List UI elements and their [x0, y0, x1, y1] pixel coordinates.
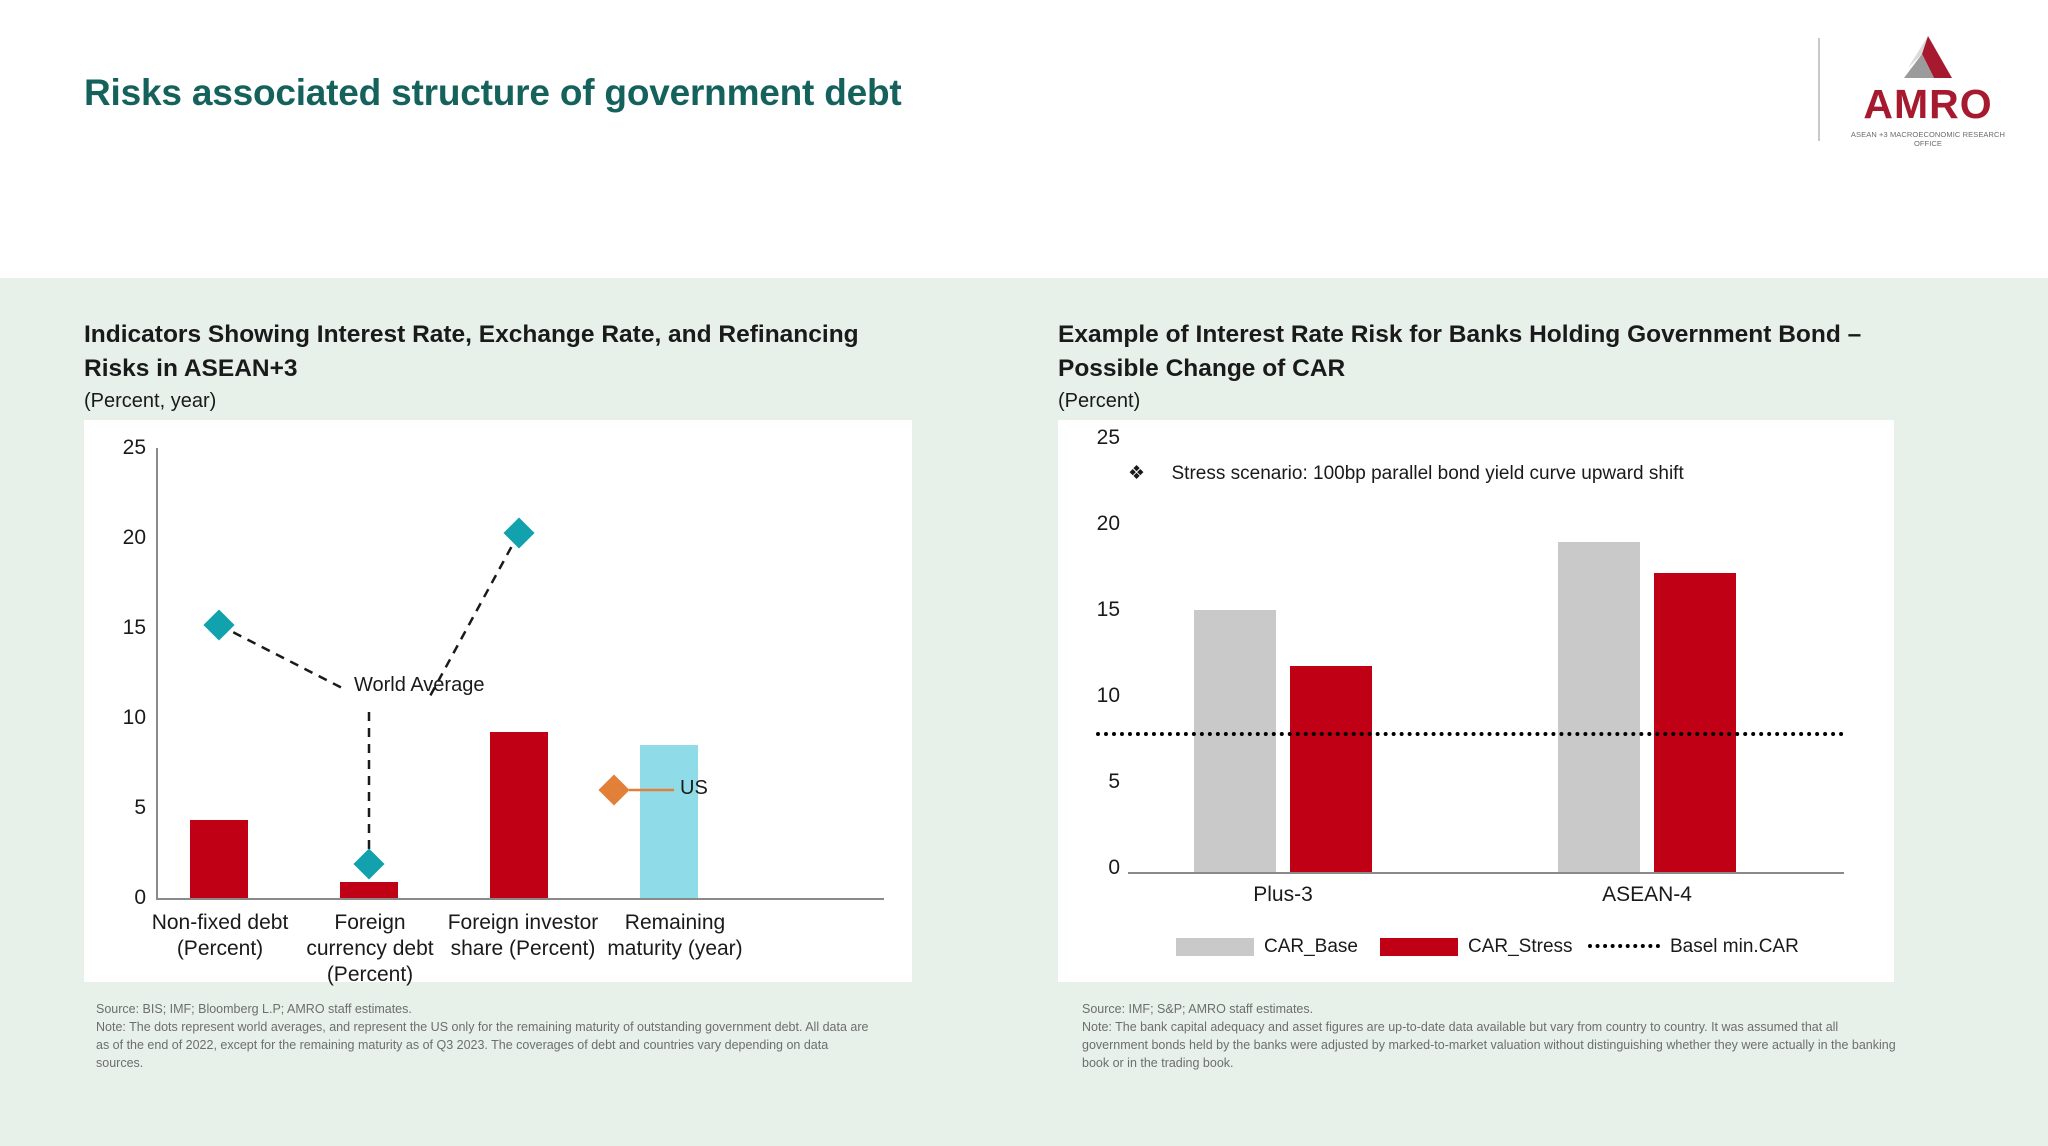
left-connector-lines [84, 420, 912, 982]
stress-scenario-callout [1128, 462, 1828, 485]
right-x-axis [1128, 872, 1844, 874]
left-panel-header [84, 318, 924, 413]
right-chart-card [1058, 420, 1894, 982]
left-cat-label-3 [442, 910, 604, 962]
bar-asean4-car-stress [1654, 573, 1736, 872]
left-ytick-5: 5 [134, 796, 146, 819]
left-cat-label-2-line1: Foreign [334, 911, 406, 934]
logo-divider [1818, 38, 1820, 141]
right-ytick-25: 25 [1096, 426, 1120, 449]
left-cat-label-1 [146, 910, 294, 962]
left-ytick-10: 10 [122, 706, 146, 729]
left-cat-label-2 [296, 910, 444, 988]
left-cat-label-2-line2: currency debt [306, 937, 434, 960]
bar-asean4-car-base [1558, 542, 1640, 872]
left-panel-unit: (Percent, year) [84, 390, 217, 412]
right-ytick-0: 0 [1108, 856, 1120, 879]
legend-swatch-car-base [1176, 938, 1254, 956]
amro-logo [1848, 34, 2008, 148]
amro-logo-subtitle: ASEAN +3 MACROECONOMIC RESEARCH OFFICE [1850, 130, 2006, 148]
left-chart-card [84, 420, 912, 986]
amro-logo-wordmark: AMRO [1863, 81, 1993, 127]
right-panel-title: Example of Interest Rate Risk for Banks Holding Government Bond – Possible Change of CAR [1058, 321, 1862, 382]
legend-label-car-base: CAR_Base [1264, 936, 1358, 957]
left-cat-label-4 [596, 910, 754, 962]
annotation-us: US [680, 777, 708, 799]
left-source: Source: BIS; IMF; Bloomberg L.P; AMRO staff estimates. [96, 1002, 412, 1016]
right-source-note [1082, 1000, 1902, 1072]
right-panel-header [1058, 318, 1918, 413]
right-note-text: Note: The bank capital adequacy and asset figures are up-to-date data available but vary from country to country. It was assumed that all government bonds held by the banks were adjusted by marked-to-market valuation without distinguishing whether they were actually in the banking book or in the trading book. [1082, 1020, 1896, 1070]
bar-plus3-car-base [1194, 610, 1276, 872]
basel-min-car-reference-line [1096, 732, 1844, 736]
right-ytick-5: 5 [1108, 770, 1120, 793]
left-cat-label-4-line1: Remaining [624, 911, 726, 934]
left-note-text: Note: The dots represent world averages, and represent the US only for the remaining maturity of outstanding government debt. All data are as of the end of 2022, except for the remaining maturity as of Q3 2023. The coverages of debt and countries vary depending on data sources. [96, 1020, 869, 1070]
left-cat-label-2-line3: (Percent) [326, 963, 414, 986]
left-cat-label-1-line2: (Percent) [176, 937, 264, 960]
left-cat-label-3-line1: Foreign investor [447, 911, 599, 934]
left-cat-label-4-line2: maturity (year) [607, 937, 743, 960]
right-source: Source: IMF; S&P; AMRO staff estimates. [1082, 1002, 1314, 1016]
right-ytick-10: 10 [1096, 684, 1120, 707]
diamond-bullet-icon: ❖ [1128, 463, 1146, 484]
right-panel-unit: (Percent) [1058, 390, 1141, 412]
legend-swatch-basel-min-car [1588, 944, 1660, 948]
right-cat-label-plus3: Plus-3 [1253, 883, 1313, 906]
legend-label-car-stress: CAR_Stress [1468, 936, 1573, 957]
stress-scenario-text: Stress scenario: 100bp parallel bond yield curve upward shift [1171, 463, 1684, 484]
right-ytick-15: 15 [1096, 598, 1120, 621]
amro-logo-mark [1878, 34, 1978, 80]
right-cat-label-asean4: ASEAN-4 [1602, 883, 1692, 906]
page-title: Risks associated structure of government debt [84, 72, 902, 113]
left-panel-title: Indicators Showing Interest Rate, Exchange Rate, and Refinancing Risks in ASEAN+3 [84, 321, 859, 382]
left-ytick-20: 20 [122, 526, 146, 549]
left-cat-label-1-line1: Non-fixed debt [151, 911, 289, 934]
left-cat-label-3-line2: share (Percent) [450, 937, 596, 960]
left-ytick-0: 0 [134, 886, 146, 909]
right-ytick-20: 20 [1096, 512, 1120, 535]
legend-swatch-car-stress [1380, 938, 1458, 956]
legend-label-basel-min-car: Basel min.CAR [1670, 936, 1799, 957]
left-ytick-25: 25 [122, 436, 146, 459]
slide-header [0, 0, 2048, 278]
bar-plus3-car-stress [1290, 666, 1372, 872]
left-ytick-15: 15 [122, 616, 146, 639]
annotation-world-average: World Average [354, 674, 485, 696]
left-source-note [96, 1000, 876, 1072]
